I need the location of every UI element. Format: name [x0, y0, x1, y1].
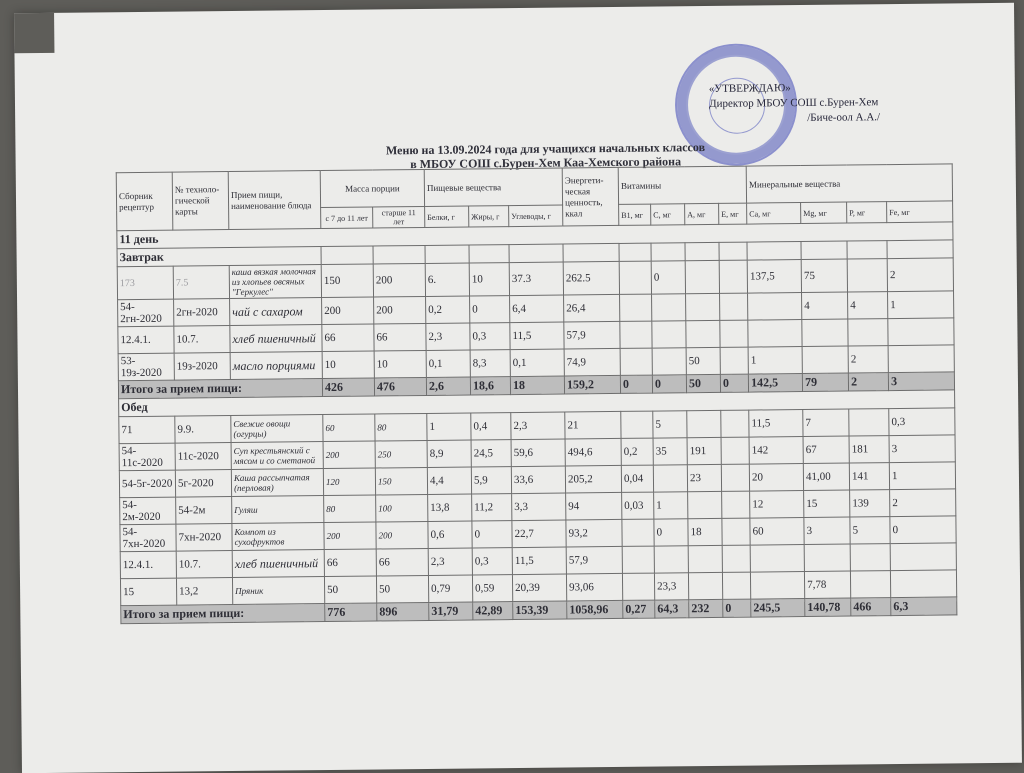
value-cell: 1 — [427, 413, 471, 440]
value-cell: 3,3 — [512, 493, 566, 521]
value-cell: 200 — [376, 521, 428, 549]
header-vit-b1: B1, мг — [619, 204, 651, 225]
total-label: Итого за прием пищи: — [121, 604, 325, 624]
header-minerals: Минеральные вещества — [746, 164, 952, 203]
value-cell: 35 — [653, 438, 687, 465]
tech-card-cell: 10.7. — [174, 326, 230, 354]
dish-name-cell: Свежие овощи (огурцы) — [231, 415, 323, 443]
total-value-cell: 0,27 — [623, 600, 655, 618]
value-cell: 262.5 — [563, 261, 619, 295]
value-cell: 139 — [850, 490, 890, 517]
value-cell: 200 — [323, 441, 375, 469]
value-cell: 8,3 — [470, 350, 510, 377]
value-cell — [748, 320, 802, 348]
value-cell: 150 — [375, 467, 427, 495]
recipe-book-cell: 53-19з-2020 — [118, 353, 174, 381]
total-value-cell: 0 — [652, 375, 686, 393]
total-value-cell: 153,39 — [513, 601, 567, 620]
value-cell: 11,5 — [512, 547, 566, 575]
value-cell: 0,3 — [472, 548, 512, 575]
value-cell: 0 — [472, 521, 512, 548]
value-cell: 0,1 — [426, 350, 470, 377]
lunch-label: Обед — [119, 390, 955, 417]
value-cell: 21 — [565, 411, 621, 439]
total-value-cell: 0 — [620, 375, 652, 393]
total-value-cell: 2 — [848, 373, 888, 391]
value-cell — [622, 546, 654, 573]
value-cell: 80 — [324, 495, 376, 523]
value-cell: 10 — [322, 351, 374, 379]
value-cell — [688, 572, 722, 599]
value-cell: 142 — [749, 437, 803, 465]
title-line-1: Меню на 13.09.2024 года для учащихся начальных классов — [385, 140, 706, 158]
header-vitamins: Витамины — [618, 166, 746, 204]
value-cell — [804, 544, 850, 571]
dish-name-cell: масло порциями — [230, 352, 322, 380]
value-cell — [722, 545, 750, 572]
value-cell: 120 — [323, 468, 375, 496]
value-cell: 60 — [323, 414, 375, 442]
value-cell: 41,00 — [803, 463, 849, 490]
header-vit-e: E, мг — [719, 203, 747, 224]
value-cell: 80 — [375, 413, 427, 441]
value-cell: 5,9 — [471, 467, 511, 494]
approval-line-2: Директор МБОУ СОШ с.Бурен-Хем — [708, 96, 879, 110]
value-cell: 141 — [849, 463, 889, 490]
value-cell — [619, 261, 651, 294]
value-cell — [750, 545, 804, 573]
value-cell: 0,1 — [510, 349, 564, 377]
value-cell: 13,8 — [428, 494, 472, 521]
value-cell: 37.3 — [509, 262, 563, 296]
recipe-book-cell: 54-7хн-2020 — [120, 524, 176, 552]
value-cell: 22,7 — [512, 520, 566, 548]
header-vit-a: A, мг — [685, 203, 719, 224]
value-cell: 5 — [850, 517, 890, 544]
dish-name-cell: Компот из сухофруктов — [232, 523, 324, 551]
value-cell: 200 — [324, 522, 376, 550]
value-cell — [688, 491, 722, 518]
tech-card-cell: 7.5 — [173, 266, 229, 300]
total-value-cell: 896 — [377, 602, 429, 621]
header-mass-11-plus: старше 11 лет — [373, 206, 425, 228]
value-cell: 50 — [324, 576, 376, 604]
value-cell: 0,04 — [621, 465, 653, 492]
total-value-cell: 3 — [888, 372, 954, 391]
value-cell: 0,3 — [889, 408, 955, 436]
document-page — [14, 3, 1022, 773]
value-cell: 494,6 — [565, 438, 621, 466]
recipe-book-cell: 54-2гн-2020 — [118, 299, 174, 327]
recipe-book-cell: 54-11с-2020 — [119, 443, 175, 471]
dish-name-cell: хлеб пшеничный — [230, 325, 322, 353]
value-cell: 12 — [750, 491, 804, 519]
total-value-cell: 1058,96 — [567, 600, 623, 619]
total-value-cell: 142,5 — [748, 374, 802, 393]
value-cell: 137,5 — [747, 260, 801, 294]
value-cell: 1 — [654, 492, 688, 519]
header-min-mg: Mg, мг — [801, 202, 847, 223]
value-cell: 11,5 — [749, 410, 803, 438]
value-cell: 67 — [803, 436, 849, 463]
value-cell — [622, 519, 654, 546]
value-cell: 60 — [750, 518, 804, 546]
value-cell: 191 — [687, 437, 721, 464]
page-corner — [14, 13, 54, 53]
dish-name-cell: Суп крестьянский с мясом и со сметаной — [231, 442, 323, 470]
value-cell — [721, 464, 749, 491]
value-cell: 26,4 — [564, 294, 620, 322]
value-cell — [686, 320, 720, 347]
value-cell: 57,9 — [566, 546, 622, 574]
value-cell: 5 — [653, 411, 687, 438]
value-cell: 74,9 — [564, 348, 620, 376]
dish-name-cell: каша вязкая молочная из хлопьев овсяных "Геркулес" — [229, 265, 321, 299]
value-cell: 2,3 — [511, 412, 565, 440]
value-cell: 66 — [324, 549, 376, 577]
tech-card-cell: 13,2 — [176, 578, 232, 606]
value-cell — [888, 318, 954, 346]
value-cell — [888, 345, 954, 373]
value-cell: 18 — [688, 518, 722, 545]
value-cell: 23,3 — [654, 573, 688, 600]
value-cell: 2,3 — [428, 548, 472, 575]
value-cell: 0,2 — [426, 296, 470, 323]
value-cell — [622, 573, 654, 600]
header-min-ca: Ca, мг — [747, 203, 801, 225]
header-energy: Энергети-ческая ценность, ккал — [562, 167, 619, 226]
value-cell: 150 — [321, 264, 373, 298]
day-label: 11 день — [117, 222, 953, 249]
value-cell: 2,3 — [426, 323, 470, 350]
recipe-book-cell: 71 — [119, 416, 175, 444]
value-cell: 200 — [374, 296, 426, 324]
approval-block — [709, 80, 909, 127]
value-cell — [620, 294, 652, 321]
value-cell — [720, 320, 748, 347]
value-cell: 4 — [802, 292, 848, 319]
value-cell — [891, 570, 957, 598]
total-value-cell: 18,6 — [470, 377, 510, 395]
value-cell: 33,6 — [511, 466, 565, 494]
value-cell: 7 — [803, 409, 849, 436]
value-cell: 0,59 — [472, 575, 512, 602]
value-cell — [721, 410, 749, 437]
header-min-p: P, мг — [847, 202, 887, 223]
value-cell — [685, 260, 719, 293]
value-cell: 0,4 — [471, 413, 511, 440]
total-value-cell: 232 — [689, 599, 723, 617]
value-cell: 0,6 — [428, 521, 472, 548]
header-dish-name: Прием пищи, наименование блюда — [228, 171, 321, 230]
value-cell: 93,2 — [566, 519, 622, 547]
value-cell: 0 — [651, 261, 685, 294]
header-carbs: Углеводы, г — [509, 205, 563, 227]
value-cell: 4 — [848, 292, 888, 319]
value-cell: 57,9 — [564, 321, 620, 349]
header-vit-c: C, мг — [651, 204, 685, 225]
value-cell — [654, 546, 688, 573]
dish-name-cell: чай с сахаром — [230, 298, 322, 326]
value-cell — [720, 347, 748, 374]
dish-name-cell: Гуляш — [232, 496, 324, 524]
value-cell: 50 — [686, 347, 720, 374]
value-cell: 3 — [889, 435, 955, 463]
value-cell — [847, 259, 887, 292]
tech-card-cell: 9.9. — [175, 416, 231, 444]
value-cell: 15 — [804, 490, 850, 517]
value-cell: 8,9 — [427, 440, 471, 467]
total-value-cell: 776 — [325, 603, 377, 622]
value-cell — [849, 409, 889, 436]
value-cell: 23 — [687, 464, 721, 491]
breakfast-rows — [117, 258, 954, 381]
total-label: Итого за прием пищи: — [118, 379, 322, 399]
tech-card-cell: 19з-2020 — [174, 353, 230, 381]
value-cell — [722, 572, 750, 599]
value-cell: 1 — [748, 347, 802, 375]
value-cell — [652, 321, 686, 348]
value-cell: 6,4 — [510, 295, 564, 323]
value-cell — [751, 572, 805, 600]
value-cell: 59,6 — [511, 439, 565, 467]
value-cell: 11,5 — [510, 322, 564, 350]
recipe-book-cell: 54-2м-2020 — [120, 497, 176, 525]
title-line-2: в МБОУ СОШ с.Бурен-Хем Каа-Хемского района — [410, 154, 682, 172]
value-cell: 0,2 — [621, 438, 653, 465]
tech-card-cell: 11с-2020 — [175, 443, 231, 471]
total-value-cell: 18 — [510, 376, 564, 395]
tech-card-cell: 10.7. — [176, 551, 232, 579]
value-cell: 0,79 — [428, 575, 472, 602]
header-portion-mass: Масса порции — [320, 169, 424, 207]
value-cell: 10 — [374, 350, 426, 378]
menu-table — [116, 163, 958, 624]
value-cell: 1 — [889, 462, 955, 490]
value-cell: 10 — [469, 263, 509, 296]
value-cell: 3 — [804, 517, 850, 544]
value-cell: 0 — [470, 296, 510, 323]
value-cell — [620, 348, 652, 375]
header-mass-7-11: с 7 до 11 лет — [321, 207, 373, 229]
header-nutrients: Пищевые вещества — [424, 168, 562, 206]
total-value-cell: 466 — [851, 598, 891, 616]
value-cell — [652, 294, 686, 321]
value-cell — [850, 544, 890, 571]
value-cell — [687, 410, 721, 437]
value-cell — [748, 293, 802, 321]
value-cell: 205,2 — [565, 465, 621, 493]
tech-card-cell: 54-2м — [176, 497, 232, 525]
total-value-cell: 426 — [322, 378, 374, 397]
total-value-cell: 64,3 — [655, 600, 689, 618]
value-cell: 50 — [376, 575, 428, 603]
tech-card-cell: 7хн-2020 — [176, 524, 232, 552]
approval-line-3: /Биче-оол А.А./ — [807, 111, 881, 124]
recipe-book-cell: 12.4.1. — [120, 551, 176, 579]
tech-card-cell: 5г-2020 — [175, 470, 231, 498]
value-cell: 94 — [566, 492, 622, 520]
header-recipe-book: Сборник рецептур — [116, 172, 173, 231]
value-cell: 250 — [375, 440, 427, 468]
recipe-book-cell: 15 — [120, 578, 176, 606]
total-value-cell: 245,5 — [751, 599, 805, 618]
total-value-cell: 0 — [723, 599, 751, 617]
recipe-book-cell: 12.4.1. — [118, 326, 174, 354]
dish-name-cell: Каша рассыпчатая (перловая) — [231, 469, 323, 497]
value-cell — [851, 571, 891, 598]
dish-name-cell: Пряник — [232, 577, 324, 605]
value-cell — [848, 319, 888, 346]
value-cell: 66 — [374, 323, 426, 351]
value-cell: 181 — [849, 436, 889, 463]
value-cell — [719, 260, 747, 293]
value-cell: 4,4 — [427, 467, 471, 494]
value-cell: 0 — [890, 516, 956, 544]
tech-card-cell: 2гн-2020 — [174, 299, 230, 327]
value-cell: 20 — [749, 464, 803, 492]
value-cell — [720, 293, 748, 320]
value-cell: 93,06 — [566, 573, 622, 601]
recipe-book-cell: 173 — [117, 266, 173, 300]
value-cell — [722, 518, 750, 545]
lunch-rows — [119, 408, 957, 606]
header-protein: Белки, г — [425, 206, 469, 227]
value-cell — [688, 545, 722, 572]
value-cell — [721, 437, 749, 464]
value-cell: 66 — [322, 324, 374, 352]
value-cell: 200 — [322, 297, 374, 325]
value-cell — [621, 411, 653, 438]
total-value-cell: 42,89 — [473, 602, 513, 620]
total-value-cell: 31,79 — [429, 602, 473, 620]
value-cell: 0,03 — [622, 492, 654, 519]
value-cell — [686, 293, 720, 320]
value-cell: 11,2 — [472, 494, 512, 521]
total-value-cell: 6,3 — [891, 597, 957, 616]
total-value-cell: 2,6 — [426, 377, 470, 395]
total-value-cell: 476 — [374, 377, 426, 396]
value-cell: 200 — [373, 263, 425, 297]
value-cell — [890, 543, 956, 571]
total-value-cell: 0 — [720, 374, 748, 392]
total-value-cell: 140,78 — [805, 598, 851, 616]
value-cell — [620, 321, 652, 348]
value-cell: 0 — [654, 519, 688, 546]
value-cell: 20,39 — [512, 574, 566, 602]
value-cell: 66 — [376, 548, 428, 576]
value-cell — [802, 319, 848, 346]
value-cell: 2 — [887, 258, 953, 292]
value-cell — [652, 348, 686, 375]
value-cell: 2 — [890, 489, 956, 517]
header-tech-card: № техноло-гической карты — [172, 172, 229, 231]
value-cell: 6. — [425, 263, 469, 296]
value-cell — [802, 346, 848, 373]
total-value-cell: 79 — [802, 373, 848, 391]
dish-name-cell: хлеб пшеничный — [232, 550, 324, 578]
value-cell — [653, 465, 687, 492]
total-value-cell: 50 — [686, 374, 720, 392]
value-cell — [722, 491, 750, 518]
value-cell: 0,3 — [470, 323, 510, 350]
approval-line-1: «УТВЕРЖДАЮ» — [708, 82, 791, 95]
header-min-fe: Fe, мг — [887, 201, 953, 223]
value-cell: 1 — [888, 291, 954, 319]
total-value-cell: 159,2 — [564, 375, 620, 394]
value-cell: 75 — [801, 259, 847, 292]
value-cell: 24,5 — [471, 440, 511, 467]
recipe-book-cell: 54-5г-2020 — [119, 470, 175, 498]
value-cell: 7,78 — [805, 571, 851, 598]
breakfast-label: Завтрак — [117, 247, 321, 267]
value-cell: 2 — [848, 346, 888, 373]
value-cell: 100 — [376, 494, 428, 522]
header-fat: Жиры, г — [469, 206, 509, 227]
